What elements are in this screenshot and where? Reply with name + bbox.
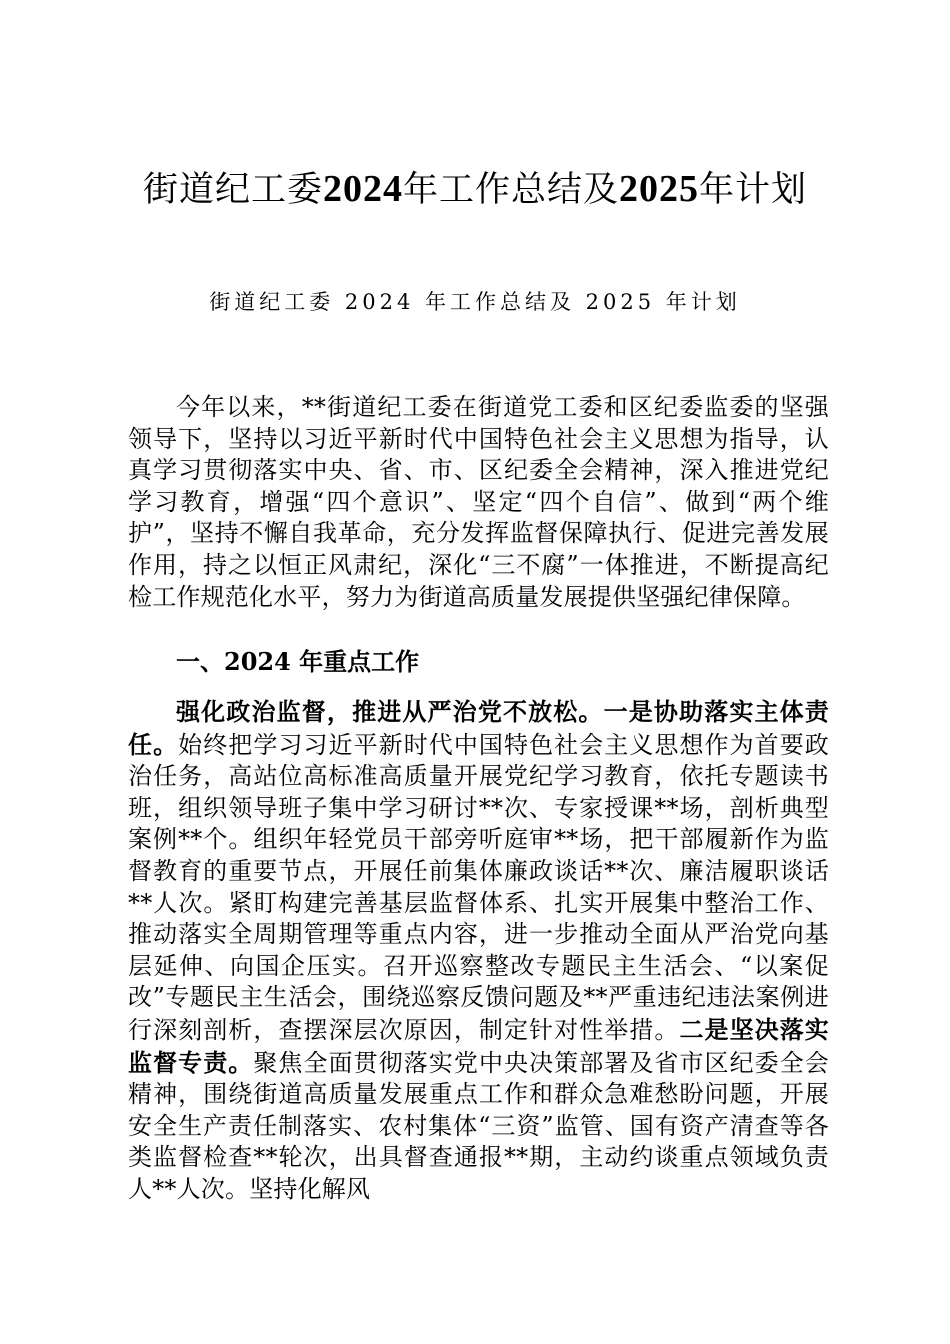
section-1-paragraph	[128, 696, 829, 1206]
intro-paragraph: 今年以来，**街道纪工委在街道党工委和区纪委监委的坚强领导下，坚持以习近平新时代中国特色社会主义思想为指导，认真学习贯彻落实中央、省、市、区纪委全会精神，深入推进党纪学习教育，增强“四个意识”、坚定“四个自信”、做到“两个维护”，坚持不懈自我革命，充分发挥监督保障执行、促进完善发展作用，持之以恒正风肃纪，深化“三不腐”一体推进，不断提高纪检工作规范化水平，努力为街道高质量发展提供坚强纪律保障。	[128, 393, 829, 611]
title-year-2025: 2025	[619, 168, 699, 210]
title-text-1: 街道纪工委	[142, 170, 323, 210]
paragraph-text-2: 聚焦全面贯彻落实党中央决策部署及省市区纪委全会精神，围绕街道高质量发展重点工作和群众急难愁盼问题，开展安全生产责任制落实、农村集体“三资”监管、国有资产清查等各类监督检查**轮次，出具督查通报**期，主动约谈重点领域负责人**人次。坚持化解风	[128, 1048, 830, 1203]
title-year-2024: 2024	[322, 168, 403, 210]
document-title	[0, 165, 950, 214]
section-heading: 一、2024 年重点工作	[176, 647, 420, 676]
title-text-3: 年计划	[699, 170, 808, 210]
paragraph-bold-2: 二是坚决落实监督专责。	[128, 1014, 829, 1077]
title-text-2: 年工作总结及	[402, 170, 619, 210]
document-subtitle: 街道纪工委 2024 年工作总结及 2025 年计划	[209, 290, 741, 314]
paragraph-text-1: 始终把学习习近平新时代中国特色社会主义思想作为首要政治任务，高站位高标准高质量开展党纪学习教育，依托专题读书班，组织领导班子集中学习研讨**次、专家授课**场，剖析典型案例**个。组织年轻党员干部旁听庭审**场，把干部履新作为监督教育的重要节点，开展任前集体廉政谈话**次、廉洁履职谈话**人次。紧盯构建完善基层监督体系、扎实开展集中整治工作、推动落实全周期管理等重点内容，进一步推动全面从严治党向基层延伸、向国企压实。召开巡察整改专题民主生活会、“以案促改”专题民主生活会，围绕巡察反馈问题及**严重违纪违法案例进行深刻剖析，查摆深层次原因，制定针对性举措。	[128, 730, 829, 1044]
paragraph-lead-bold: 强化政治监督，推进从严治党不放松。一是协助落实主体责任。	[128, 697, 829, 759]
